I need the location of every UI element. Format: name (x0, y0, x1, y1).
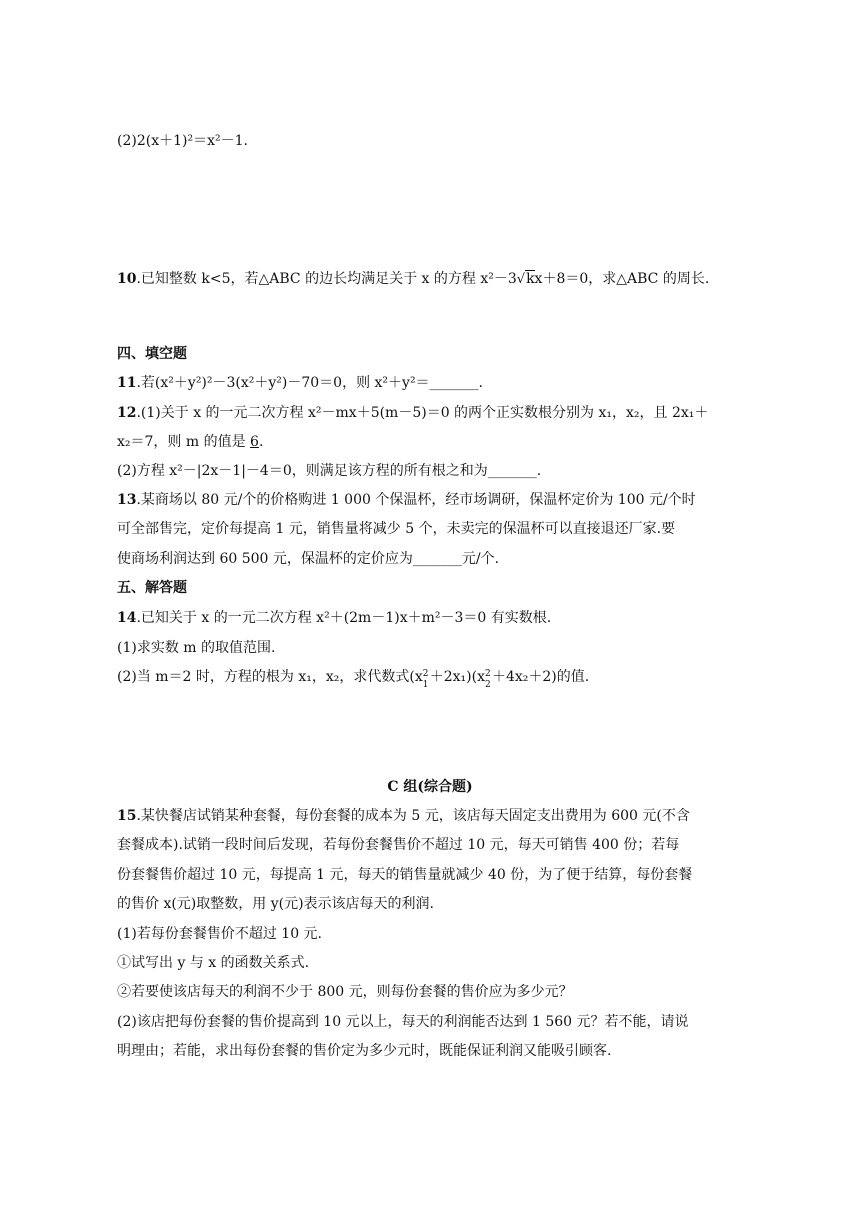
q11-text: .若(x²＋y²)²－3(x²＋y²)－70＝0，则 x²＋y²＝_______. (136, 375, 484, 391)
q15-part1-item2: ②若要使该店每天的利润不少于 800 元，则每份套餐的售价应为多少元？ (117, 984, 573, 1000)
q12-text-line1: .(1)关于 x 的一元二次方程 x²－mx＋5(m－5)＝0 的两个正实数根分别为 x₁，x₂，且 2x₁＋ (136, 405, 709, 421)
section-5-heading: 五、解答题 (117, 580, 187, 596)
group-c-heading: C 组(综合题) (387, 779, 473, 795)
q14-part2-post: ＋4x₂＋2)的值. (491, 669, 590, 685)
q12-answer: 6 (250, 434, 259, 450)
q10 (117, 269, 737, 289)
q14-text: .已知关于 x 的一元二次方程 x²＋(2m－1)x＋m²－3＝0 有实数根. (136, 610, 552, 626)
q14-part2: (2)当 m＝2 时，方程的根为 x₁，x₂，求代数式(x 2 1 ＋2x₁)(x 2 2 ＋4x₂＋2)的值. (117, 669, 590, 690)
q10-radicand: k (526, 271, 535, 287)
q14-part1: (1)求实数 m 的取值范围. (117, 640, 276, 656)
q12-line1 (117, 403, 737, 423)
q13-line2: 可全部售完，定价每提高 1 元，销售量将减少 5 个，未卖完的保温杯可以直接退还厂家.要 (117, 521, 676, 537)
q11-number: 11 (117, 375, 137, 391)
q9-part2: (2)2(x＋1)²＝x²－1. (117, 133, 248, 149)
q13-line1 (117, 490, 737, 510)
radical-sign-icon: √ (516, 272, 526, 287)
q14-part2-pre: (2)当 m＝2 时，方程的根为 x₁，x₂，求代数式(x (117, 669, 423, 685)
q12-text-line2-pre: x₂＝7，则 m 的值是 (117, 434, 251, 450)
q10-text-pre: .已知整数 k<5，若△ABC 的边长均满足关于 x 的方程 x²－3 (136, 271, 517, 287)
q15-line1 (117, 806, 737, 826)
q13-line3: 使商场利润达到 60 500 元，保温杯的定价应为_______元/个. (117, 551, 500, 567)
section-4-heading: 四、填空题 (117, 346, 187, 362)
q10-number: 10 (117, 271, 137, 287)
q12-number: 12 (117, 405, 137, 421)
q11 (117, 373, 737, 393)
q15-number: 15 (117, 808, 137, 824)
q13-text-line1: .某商场以 80 元/个的价格购进 1 000 个保温杯，经市场调研，保温杯定价为 100 元/个时 (136, 492, 696, 508)
q14-part2-mid: ＋2x₁)(x (429, 669, 485, 685)
q15-line4: 的售价 x(元)取整数，用 y(元)表示该店每天的利润. (117, 896, 435, 912)
q15-part2-line1: (2)该店把每份套餐的售价提高到 10 元以上，每天的利润能否达到 1 560 元？若不能，请说 (117, 1014, 689, 1030)
q15-line3: 份套餐售价超过 10 元，每提高 1 元，每天的销售量就减少 40 份，为了便于结算，每份套餐 (117, 867, 693, 883)
q10-text-post: x＋8＝0，求△ABC 的周长. (534, 271, 710, 287)
q12-part2: (2)方程 x²－|2x－1|－4＝0，则满足该方程的所有根之和为_______. (117, 463, 542, 479)
q15-part1-item1: ①试写出 y 与 x 的函数关系式. (117, 955, 310, 971)
q13-number: 13 (117, 492, 137, 508)
q14-number: 14 (117, 610, 137, 626)
q15-part2-line2: 明理由；若能，求出每份套餐的售价定为多少元时，既能保证利润又能吸引顾客. (117, 1043, 612, 1059)
q12-text-line2-post: . (258, 434, 264, 450)
q12-line2 (117, 432, 737, 452)
q15-line2: 套餐成本).试销一段时间后发现，若每份套餐售价不超过 10 元，每天可销售 400 份；若每 (117, 837, 680, 853)
q15-part1: (1)若每份套餐售价不超过 10 元. (117, 926, 322, 942)
q15-text-line1: .某快餐店试销某种套餐，每份套餐的成本为 5 元，该店每天固定支出费用为 600 元(不含 (136, 808, 690, 824)
q14 (117, 608, 737, 628)
